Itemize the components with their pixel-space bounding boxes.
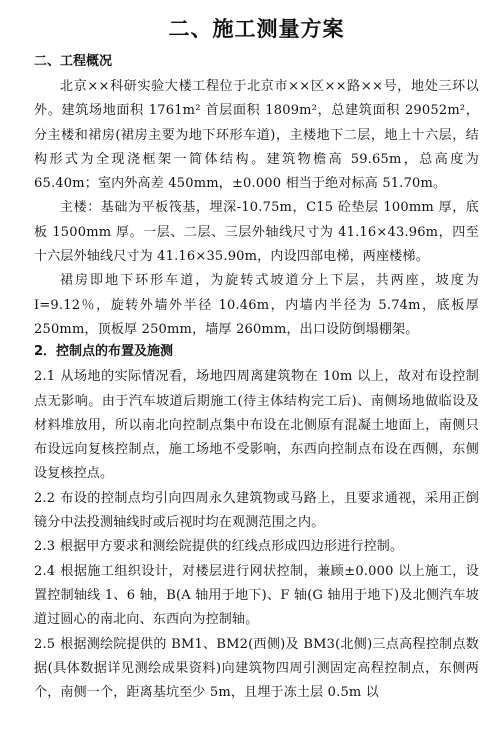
page-title: 二、施工测量方案: [168, 17, 345, 41]
paragraph-podium: 裙房即地下环形车道，为旋转式坡道分上下层，共两座，坡度为 I=9.12％，旋转外墙外半径 10.46m，内墙内半径为 5.74m，底板厚 250mm，顶板厚 250mm，墙厚 260mm，出口设防倒塌棚架。: [34, 273, 479, 337]
list-item-2-5: [34, 633, 479, 706]
item-number: 2.3: [34, 539, 56, 555]
list-item-2-3: [34, 535, 479, 559]
list-item-2-4: [34, 560, 479, 633]
item-number: 2.2: [34, 490, 56, 506]
item-text: 从场地的实际情况看，场地四周离建筑物在 10m 以上，故对布设控制点无影响。由于汽车坡道后期施工(待主体结构完工后)、南侧场地做临设及材料堆放用，所以南北向控制点集中布设在北侧原有混凝土地面上，南侧只布设远向复核控制点，施工场地不受影响，东西向控制点布设在西侧，东侧设复核控点。: [34, 369, 479, 482]
item-number: 2.1: [34, 369, 56, 385]
item-text: 根据甲方要求和测绘院提供的红线点形成四边形进行控制。: [60, 539, 404, 555]
item-text: 根据施工组织设计，对楼层进行网状控制，兼顾±0.000 以上施工，设置控制轴线 1、6 轴，B(A 轴用于地下)、F 轴(G 轴用于地下)及北侧汽车坡道过圆心的南北向、东西向为控制轴。: [34, 563, 479, 628]
section-heading-control-points: 2．控制点的布置及施测: [34, 344, 174, 360]
paragraph-project-location: 北京××科研实验大楼工程位于北京市××区××路××号，地处三环以外。建筑场地面积 1761m² 首层面积 1809m²，总建筑面积 29052m²，分主楼和裙房(裙房主要为地下环形车道)，主楼地下二层，地上十六层，结构形式为全现浇框架一简体结构。建筑物檐高 59.65m，总高度为 65.40m；室内外高差 450mm，±0.000 相当于绝对标高 51.70m。: [34, 79, 479, 192]
item-number: 2.5: [34, 636, 56, 652]
list-item-2-2: [34, 487, 479, 536]
item-text: 布设的控制点均引向四周永久建筑物或马路上，且要求通视，采用正倒镜分中法投测轴线时或后视时均在观测范围之内。: [34, 490, 479, 531]
paragraph-main-building: 主楼：基础为平板筏基，埋深-10.75m，C15 砼垫层 100mm 厚，底板 1500mm 厚。一层、二层、三层外轴线尺寸为 41.16×43.96m，四至十六层外轴线尺寸为 41.16×35.90m，内设四部电梯，两座楼梯。: [34, 200, 479, 265]
item-number: 2.4: [34, 563, 56, 579]
section-heading-overview: 二、工程概况: [34, 54, 113, 69]
list-item-2-1: [34, 365, 479, 486]
item-text: 根据测绘院提供的 BM1、BM2(西侧)及 BM3(北侧)三点高程控制点数据(具体数据详见测绘成果资料)向建筑物四周引测固定高程控制点，东侧两个，南侧一个，距离基坑至少 5m，且埋于冻土层 0.5m 以: [34, 636, 479, 701]
